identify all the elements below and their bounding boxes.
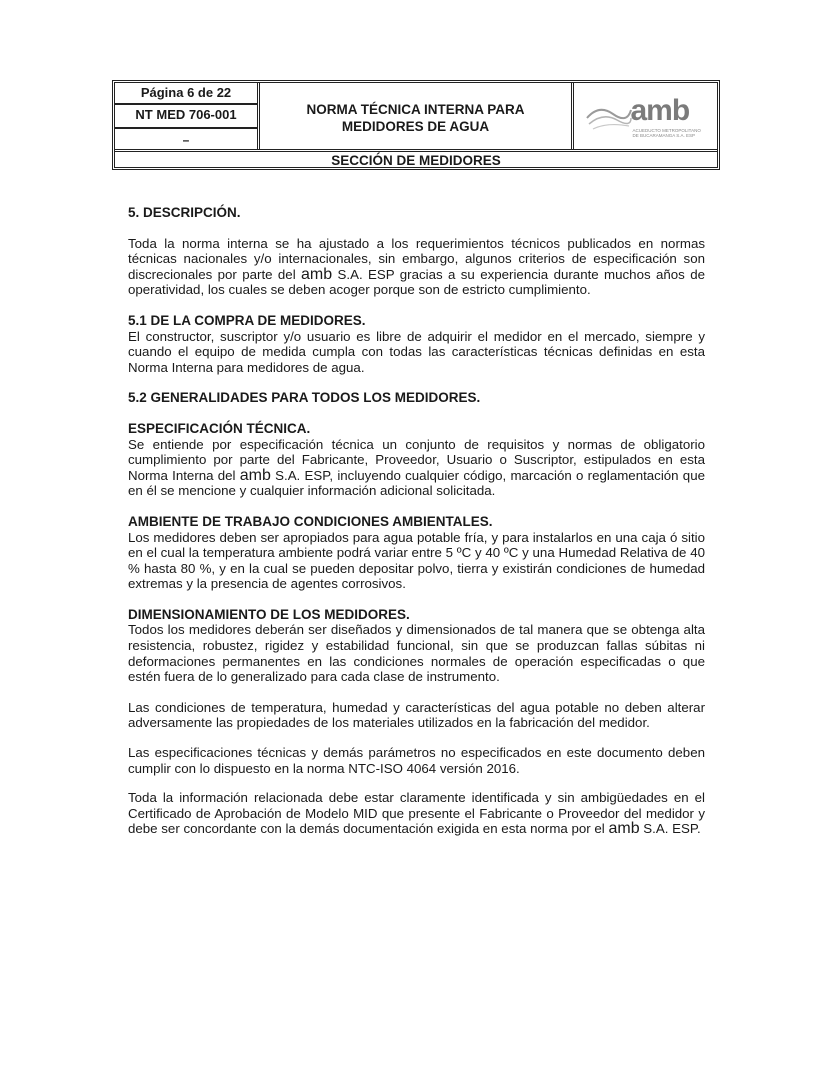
heading-especificacion: ESPECIFICACIÓN TÉCNICA. [128,420,311,436]
heading-ambiente: AMBIENTE DE TRABAJO CONDICIONES AMBIENTALES. [128,513,493,529]
header-dash: – [182,133,190,147]
paragraph-dimensionamiento: Todos los medidores deberán ser diseñados y dimensionados de tal manera que se obtenga alta resistencia, robustez, rigidez y estabilidad funcional, sin que se produzcan fallas súbitas ni deformaciones permanentes en las condiciones normales de operación especificadas o que estén fuera de lo generalizado para cada clase de instrumento. [128,622,705,685]
paragraph-5: Toda la norma interna se ha ajustado a los requerimientos técnicos publicados en normas técnicas nacionales y/o internacionales, sin embargo, algunos criterios de especificación son discrecionales por parte del amb S.A. ESP gracias a su experiencia durante muchos años de operatividad, los cuales se deben acoger porque son de estricto cumplimiento. [128,235,705,298]
heading-5-2: 5.2 GENERALIDADES PARA TODOS LOS MEDIDORES. [128,390,481,406]
section-title: SECCIÓN DE MEDIDORES [115,149,717,170]
amb-brand: amb [608,820,640,838]
logo-subtitle: ACUEDUCTO METROPOLITANO DE BUCARAMANGA S.A. ESP [632,128,701,138]
document-title [260,83,574,149]
page-number: Página 6 de 22 [115,83,257,105]
amb-brand: amb [239,466,271,484]
amb-brand: amb [301,265,333,283]
paragraph-especificacion: Se entiende por especificación técnica un conjunto de requisitos y normas de obligatorio cumplimiento por parte del Fabricante, Proveedor, Usuario o Suscriptor, estipulados en esta Norma Interna del amb S.A. ESP, incluyendo cualquier código, marcación o reglamentación que en él se mencione y cualquier información adicional solicitada. [128,436,705,499]
title-line-2: MEDIDORES DE AGUA [341,119,490,134]
heading-dimensionamiento: DIMENSIONAMIENTO DE LOS MEDIDORES. [128,606,410,622]
company-logo [574,83,717,149]
document-code: NT MED 706-001 [115,103,257,129]
document-body [128,205,705,837]
paragraph-informacion: Toda la información relacionada debe estar claramente identificada y sin ambigüedades en el Certificado de Aprobación de Modelo MID que presente el Fabricante o Proveedor del medidor y debe ser concordante con la demás documentación exigida en esta norma por el amb S.A. ESP. [128,790,705,838]
paragraph-especificaciones: Las especificaciones técnicas y demás parámetros no especificados en este documento deben cumplir con lo dispuesto en la norma NTC-ISO 4064 versión 2016. [128,745,705,776]
heading-5-1: 5.1 DE LA COMPRA DE MEDIDORES. [128,312,366,328]
logo-wordmark: amb [630,94,690,127]
logo-wave-icon [583,96,633,136]
paragraph-condiciones: Las condiciones de temperatura, humedad y características del agua potable no deben alterar adversamente las propiedades de los materiales utilizados en la fabricación del medidor. [128,699,705,731]
header-left-column [115,83,260,149]
title-line-1: NORMA TÉCNICA INTERNA PARA [306,102,525,117]
paragraph-ambiente: Los medidores deben ser apropiados para agua potable fría, y para instalarlos en una caja ó sitio en el cual la temperatura ambiente podrá variar entre 5 ºC y 40 ºC y una Humedad Relativa de 40 % hasta 80 %, y en la cual se pueden depositar polvo, tierra y existirán condiciones de humedad extremas y la presencia de agentes corrosivos. [128,529,705,592]
document-header [112,80,720,170]
paragraph-5-1: El constructor, suscriptor y/o usuario es libre de adquirir el medidor en el mercado, siempre y cuando el equipo de medida cumpla con todas las características técnicas definidas en esta Norma Interna para medidores de agua. [128,328,705,375]
heading-5: 5. DESCRIPCIÓN. [128,205,241,220]
